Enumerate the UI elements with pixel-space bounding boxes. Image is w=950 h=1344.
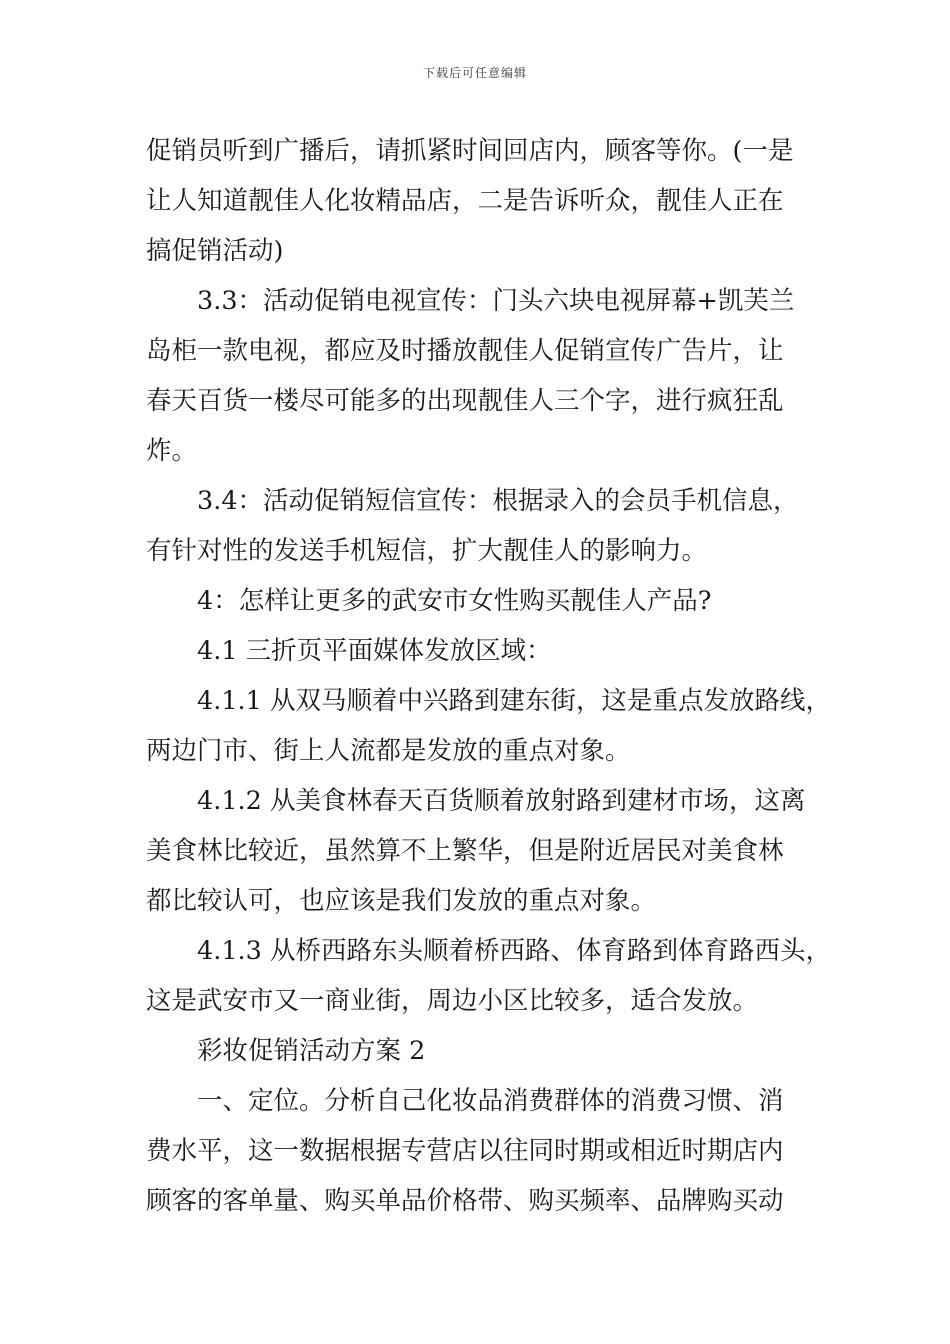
text-line: 费水平，这一数据根据专营店以往同时期或相近时期店内 <box>146 1136 784 1166</box>
paragraph-start: 4.1.3 从桥西路东头顺着桥西路、体育路到体育路西头， <box>197 936 831 966</box>
paragraph-start: 4.1.1 从双马顺着中兴路到建东街，这是重点发放路线， <box>197 686 831 716</box>
text-line: 有针对性的发送手机短信，扩大靓佳人的影响力。 <box>146 536 708 566</box>
text-line: 春天百货一楼尽可能多的出现靓佳人三个字，进行疯狂乱 <box>146 386 784 416</box>
section-heading: 4：怎样让更多的武安市女性购买靓佳人产品? <box>197 586 712 616</box>
text-line: 岛柜一款电视，都应及时播放靓佳人促销宣传广告片，让 <box>146 336 784 366</box>
text-line: 美食林比较近，虽然算不上繁华，但是附近居民对美食林 <box>146 836 784 866</box>
text-line: 顾客的客单量、购买单品价格带、购买频率、品牌购买动 <box>146 1186 784 1216</box>
text-line: 促销员听到广播后，请抓紧时间回店内，顾客等你。(一是 <box>146 136 794 166</box>
paragraph-start: 3.4：活动促销短信宣传：根据录入的会员手机信息， <box>197 486 799 516</box>
text-line: 两边门市、街上人流都是发放的重点对象。 <box>146 736 631 766</box>
text-line: 这是武安市又一商业街，周边小区比较多，适合发放。 <box>146 986 759 1016</box>
paragraph-start: 一、定位。分析自己化妆品消费群体的消费习惯、消 <box>197 1086 784 1116</box>
subsection-heading: 4.1 三折页平面媒体发放区域： <box>197 636 552 666</box>
text-line: 炸。 <box>146 436 198 466</box>
page-header: 下载后可任意编辑 <box>422 66 527 80</box>
text-line: 让人知道靓佳人化妆精品店，二是告诉听众，靓佳人正在 <box>146 186 784 216</box>
text-line: 都比较认可，也应该是我们发放的重点对象。 <box>146 886 657 916</box>
document-body <box>146 126 831 1226</box>
text-line: 搞促销活动) <box>146 236 284 266</box>
paragraph-start: 4.1.2 从美食林春天百货顺着放射路到建材市场，这离 <box>197 786 806 816</box>
paragraph-start: 3.3：活动促销电视宣传：门头六块电视屏幕+凯芙兰 <box>197 286 795 316</box>
section-title: 彩妆促销活动方案 2 <box>197 1036 426 1066</box>
